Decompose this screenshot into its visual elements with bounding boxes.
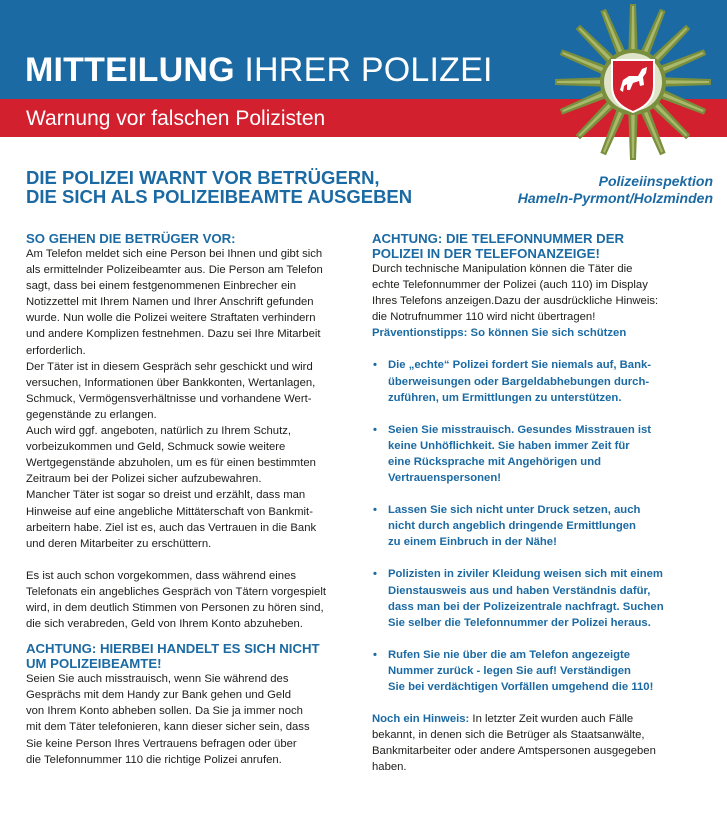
paragraph-manipulation xyxy=(372,261,712,325)
title-bold: MITTEILUNG xyxy=(25,51,235,89)
tip-line: Lassen Sie sich nicht unter Druck setzen, auch xyxy=(388,504,641,517)
text-line: mit dem Täter telefonieren, kann dieser sicher sein, dass xyxy=(26,721,310,734)
tip-line: Sie bei verdächtigen Vorfällen umgehend die 110! xyxy=(388,680,654,693)
paragraph-note xyxy=(372,711,712,775)
main-headline-line: DIE SICH ALS POLIZEIBEAMTE AUSGEBEN xyxy=(26,186,413,207)
bullet-icon: • xyxy=(373,423,377,436)
paragraph-recorded-call xyxy=(26,568,361,632)
text-line: echte Telefonnummer der Polizei (auch 110) im Display xyxy=(372,279,648,292)
text-line: Gesprächs mit dem Handy zur Bank gehen und Geld xyxy=(26,689,291,702)
spacer xyxy=(26,552,361,568)
text-line: bekannt, in denen sich die Betrüger als Staatsanwälte, xyxy=(372,729,645,742)
list-item xyxy=(372,357,712,405)
bullet-icon: • xyxy=(373,504,377,517)
section-heading-not-police xyxy=(26,641,361,671)
text-line: Telefonats ein angebliches Gespräch von Tätern vorgespielt xyxy=(26,585,326,598)
main-headline-line: DIE POLIZEI WARNT VOR BETRÜGERN, xyxy=(26,167,380,188)
list-item xyxy=(372,502,712,550)
text-line: die Telefonnummer 110 die richtige Polizei anrufen. xyxy=(26,753,282,766)
text-line: Es ist auch schon vorgekommen, dass während eines xyxy=(26,569,297,582)
text-line: Ihres Telefons anzeigen.Dazu der ausdrückliche Hinweis: xyxy=(372,295,659,308)
text-line: die Notrufnummer 110 wird nicht übertragen! xyxy=(372,311,596,324)
police-star-badge-icon xyxy=(553,2,713,162)
tip-line: dass man bei der Polizeizentrale nachfragt. Suchen xyxy=(388,600,664,613)
tip-line: Seien Sie misstrauisch. Gesundes Misstrauen ist xyxy=(388,423,652,436)
tip-line: Nummer zurück - legen Sie auf! Verständigen xyxy=(388,664,631,677)
text-line: Hinweise auf eine angebliche Mittäterschaft von Bankmit- xyxy=(26,505,313,518)
heading-line: UM POLIZEIBEAMTE! xyxy=(26,656,162,672)
note-text: In letzter Zeit wurden auch Fälle xyxy=(469,713,634,726)
tip-line: zu einem Einbruch in der Nähe! xyxy=(388,536,557,549)
paragraph-method xyxy=(26,246,361,552)
tip-line: eine Rücksprache mit Angehörigen und xyxy=(388,455,602,468)
text-line: haben. xyxy=(372,761,407,774)
text-line: Wertgegenstände abzuholen, um es für einen bestimmten xyxy=(26,457,316,470)
text-line: versuchen, Informationen über Bankkonten, Wertanlagen, xyxy=(26,376,316,389)
text-line: Seien Sie auch misstrauisch, wenn Sie während des xyxy=(26,673,289,686)
tip-line: Sie selber die Telefonnummer der Polizei heraus. xyxy=(388,616,651,629)
tip-line: zuführen, um Ermittlungen zu unterstützen. xyxy=(388,391,622,404)
list-item xyxy=(372,566,712,630)
text-line: Auch wird ggf. angeboten, natürlich zu Ihrem Schutz, xyxy=(26,425,291,438)
text-line: Mancher Täter ist sogar so dreist und erzählt, dass man xyxy=(26,489,306,502)
text-line: Durch technische Manipulation können die Täter die xyxy=(372,263,633,275)
text-line: wird, in dem deutlich Stimmen von Personen zu hören sind, xyxy=(26,601,324,614)
police-inspection-label xyxy=(518,173,713,207)
text-line: Der Täter ist in diesem Gespräch sehr geschickt und wird xyxy=(26,360,313,373)
tip-line: Rufen Sie nie über die am Telefon angezeigte xyxy=(388,648,631,661)
text-line: die sich verabreden, Geld von Ihrem Konto abzuheben. xyxy=(26,618,303,631)
text-line: Sie keine Person Ihres Vertrauens befragen oder über xyxy=(26,737,297,750)
prevention-tips-heading: Präventionstipps: So können Sie sich schützen xyxy=(372,327,627,340)
text-line: gegenstände zu erlangen. xyxy=(26,408,157,421)
bullet-icon: • xyxy=(373,359,377,372)
spacer xyxy=(26,632,361,641)
title-light: IHRER POLIZEI xyxy=(234,51,493,89)
text-line: und andere Komplizen festnehmen. Dazu sei Ihre Mitarbeit xyxy=(26,328,321,341)
bullet-icon: • xyxy=(373,648,377,661)
heading-line: POLIZEI IN DER TELEFONANZEIGE! xyxy=(372,246,600,261)
section-heading-method: SO GEHEN DIE BETRÜGER VOR: xyxy=(26,231,236,246)
main-headline xyxy=(26,168,476,206)
heading-line: ACHTUNG: DIE TELEFONNUMMER DER xyxy=(372,231,625,246)
text-line: Schmuck, Vermögensverhältnisse und vorhandene Wert- xyxy=(26,392,312,405)
text-line: Bankmitarbeiter oder andere Amtspersonen ausgegeben xyxy=(372,745,656,758)
prevention-tips-list xyxy=(372,357,712,695)
bullet-icon: • xyxy=(373,568,377,581)
text-line xyxy=(372,711,712,727)
list-item xyxy=(372,647,712,695)
left-column xyxy=(26,231,361,768)
tip-line: Vertrauenspersonen! xyxy=(388,472,502,485)
text-line: von Ihrem Konto abheben sollen. Da Sie ja immer noch xyxy=(26,705,303,718)
tip-line: Die „echte“ Polizei fordert Sie niemals auf, Bank- xyxy=(388,359,652,372)
tip-line: Dienstausweis aus und haben Verständnis dafür, xyxy=(388,584,651,597)
inspection-line: Polizeiinspektion xyxy=(598,173,713,189)
tip-line: Polizisten in ziviler Kleidung weisen sich mit einem xyxy=(388,568,663,581)
text-line: als ermittelnder Polizeibeamter aus. Die Person am Telefon xyxy=(26,264,323,277)
note-label: Noch ein Hinweis: xyxy=(372,713,470,726)
heading-line: ACHTUNG: HIERBEI HANDELT ES SICH NICHT xyxy=(26,641,320,657)
text-line: Notizzettel mit Ihrem Namen und Ihrer Anschrift gefunden xyxy=(26,296,314,309)
text-line: und deren Mitarbeiter zu erschüttern. xyxy=(26,537,212,550)
page-title xyxy=(25,50,493,90)
tip-line: keine Unhöflichkeit. Sie haben immer Zeit für xyxy=(388,439,630,452)
list-item xyxy=(372,422,712,486)
text-line: erforderlich. xyxy=(26,344,86,357)
text-line: sagt, dass bei einem festgenommenen Einbrecher ein xyxy=(26,280,297,293)
text-line: Zeitraum bei der Polizei sicher aufzubewahren. xyxy=(26,473,262,486)
text-line: wurde. Nun wolle die Polizei weitere Straftaten verhindern xyxy=(26,312,316,325)
section-heading-phone-display xyxy=(372,231,712,261)
text-line: vorbeizukommen und Geld, Schmuck sowie weitere xyxy=(26,441,286,454)
paragraph-mobile-bank xyxy=(26,671,361,768)
inspection-line: Hameln-Pyrmont/Holzminden xyxy=(517,190,713,206)
right-column xyxy=(372,231,712,775)
tip-line: überweisungen oder Bargeldabhebungen durch- xyxy=(388,375,650,388)
tip-line: nicht durch angeblich dringende Ermittlungen xyxy=(388,520,636,533)
text-line: Am Telefon meldet sich eine Person bei Ihnen und gibt sich xyxy=(26,248,323,260)
text-line: arbeitern habe. Ziel ist es, auch das Vertrauen in die Bank xyxy=(26,521,317,534)
page-subtitle: Warnung vor falschen Polizisten xyxy=(26,107,326,130)
